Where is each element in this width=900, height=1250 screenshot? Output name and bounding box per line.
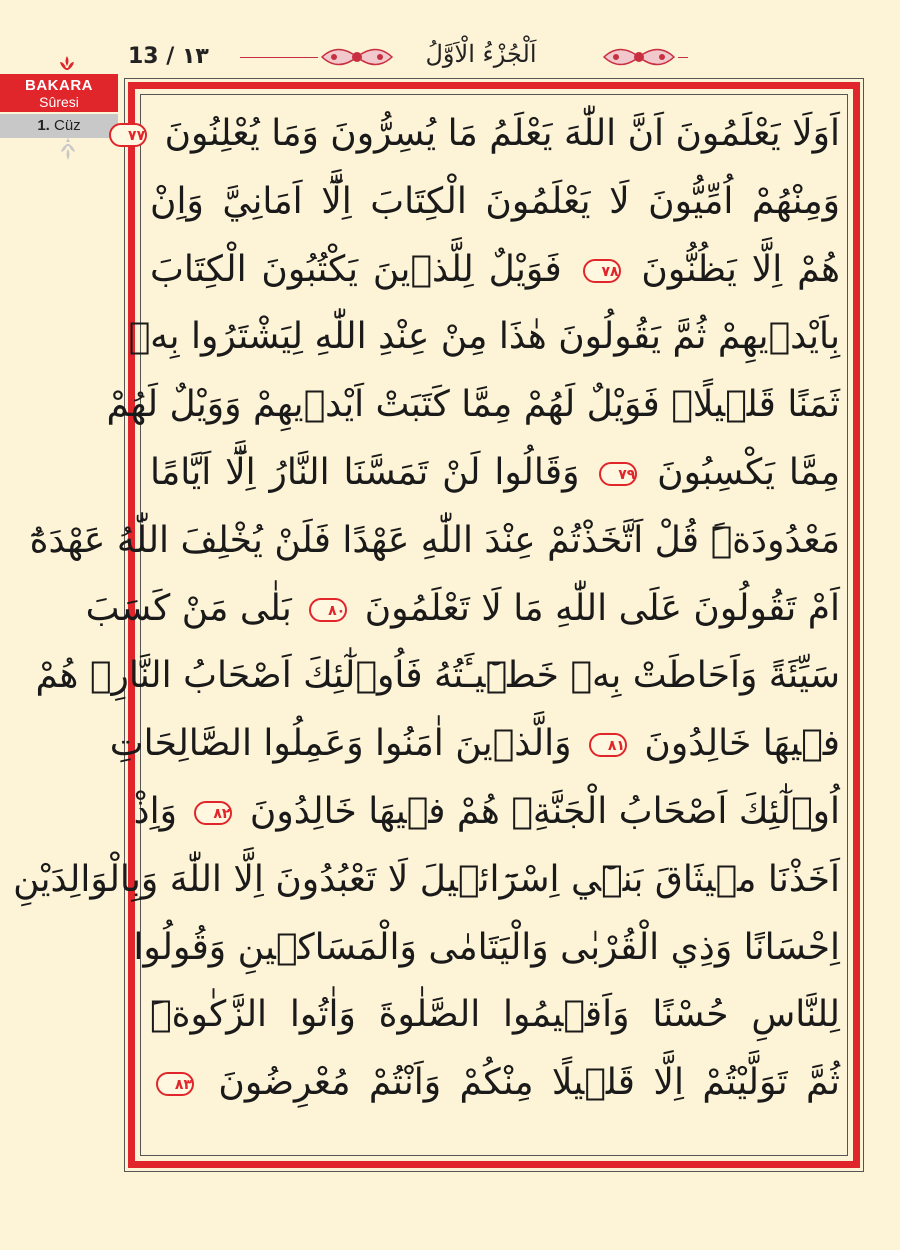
text-line	[150, 1049, 840, 1117]
verse-text: ثُمَّ تَوَلَّيْتُمْ اِلَّا قَل۪يلًا مِنْكُمْ وَاَنْتُمْ مُعْرِضُونَ	[218, 1062, 840, 1104]
juz-number: 1.	[37, 117, 50, 134]
verse-text: اَمْ تَقُولُونَ عَلَى اللّٰهِ مَا لَا تَعْلَمُونَ	[364, 587, 840, 629]
header-ornament-icon	[318, 40, 396, 74]
verse-text: وَالَّذ۪ينَ اٰمَنُوا وَعَمِلُوا الصَّالِحَاتِ	[109, 723, 572, 765]
verse-text: وَاِذْ	[133, 790, 177, 832]
text-line	[106, 371, 840, 439]
verse-text: بِاَيْد۪يهِمْ ثُمَّ يَقُولُونَ هٰذَا مِنْ عِنْدِ اللّٰهِ لِيَشْتَرُوا بِه۪	[128, 316, 840, 358]
text-line	[128, 100, 840, 168]
page-number: 13 / ١٣	[128, 44, 209, 69]
juz-label: Cüz	[54, 117, 81, 134]
fleur-de-lis-icon	[60, 138, 76, 160]
header-rule-left	[240, 57, 318, 58]
ayah-marker-icon: ٧٨	[583, 259, 621, 283]
ayah-marker-icon: ٨١	[589, 733, 627, 757]
verse-text: وَقَالُوا لَنْ تَمَسَّنَا النَّارُ اِلَّٓا اَيَّامًا	[150, 451, 580, 493]
verse-text: ف۪يهَا خَالِدُونَ	[644, 723, 840, 765]
verse-text: اِحْسَانًا وَذِي الْقُرْبٰى وَالْيَتَامٰى وَالْمَسَاك۪ينِ وَقُولُوا	[133, 926, 840, 968]
verse-text: اَخَذْنَا م۪يثَاقَ بَن۪ٓي اِسْرَٓائ۪يلَ لَا تَعْبُدُونَ اِلَّا اللّٰهَ وَبِالْوَالِدَيْنِ	[13, 858, 840, 900]
surah-tab[interactable]	[0, 74, 118, 112]
verse-text: بَلٰى مَنْ كَسَبَ	[85, 587, 292, 629]
verse-text: هُمْ اِلَّا يَظُنُّونَ	[641, 248, 841, 290]
ayah-marker-icon: ٨٢	[194, 801, 232, 825]
ayah-marker-icon: ٧٩	[599, 462, 637, 486]
verse-text: مِمَّا يَكْسِبُونَ	[657, 451, 840, 493]
verse-text: ثَمَنًا قَل۪يلًاۜ فَوَيْلٌ لَهُمْ مِمَّا كَتَبَتْ اَيْد۪يهِمْ وَوَيْلٌ لَهُمْ	[106, 384, 840, 426]
text-line	[133, 778, 840, 846]
text-line	[150, 439, 840, 507]
verse-text: اُو۬لٰٓئِكَ اَصْحَابُ الْجَنَّةِۚ هُمْ ف۪يهَا خَالِدُونَ	[249, 790, 840, 832]
text-line	[150, 236, 840, 304]
header-rule-right	[678, 57, 688, 58]
text-line	[133, 914, 840, 982]
verse-text: فَوَيْلٌ لِلَّذ۪ينَ يَكْتُبُونَ الْكِتَابَ	[150, 248, 562, 290]
text-line	[150, 981, 840, 1049]
text-line	[29, 507, 840, 575]
ayah-marker-icon: ٨٠	[309, 598, 347, 622]
juz-tab[interactable]	[0, 114, 118, 138]
verse-text: وَمِنْهُمْ اُمِّيُّونَ لَا يَعْلَمُونَ الْكِتَابَ اِلَّٓا اَمَانِيَّ وَاِنْ	[150, 180, 840, 222]
juz-title: اَلْجُزْءُ الْاَوَّلُ	[425, 40, 537, 68]
text-line	[128, 303, 840, 371]
verse-text: مَعْدُودَةًۜ قُلْ اَتَّخَذْتُمْ عِنْدَ اللّٰهِ عَهْدًا فَلَنْ يُخْلِفَ اللّٰهُ عَهْدَهُٓ	[29, 519, 840, 561]
header-ornament-icon	[600, 40, 678, 74]
ayah-marker-icon: ٧٧	[109, 123, 147, 147]
text-line	[85, 575, 840, 643]
verse-text: لِلنَّاسِ حُسْنًا وَاَق۪يمُوا الصَّلٰوةَ وَاٰتُوا الزَّكٰوةَۜ	[150, 994, 840, 1036]
surah-name: BAKARA	[25, 77, 93, 94]
text-line	[109, 710, 840, 778]
text-line	[35, 642, 840, 710]
text-line	[150, 168, 840, 236]
ayah-marker-icon: ٨٣	[156, 1072, 194, 1096]
text-line	[13, 846, 840, 914]
verse-text: سَيِّئَةً وَاَحَاطَتْ بِه۪ خَط۪ٓيـَٔتُهُ فَاُو۬لٰٓئِكَ اَصْحَابُ النَّارِۚ هُمْ	[35, 655, 840, 697]
surah-label: Sûresi	[39, 94, 79, 110]
verse-text: اَوَلَا يَعْلَمُونَ اَنَّ اللّٰهَ يَعْلَمُ مَا يُسِرُّونَ وَمَا يُعْلِنُونَ	[164, 113, 840, 154]
fleur-de-lis-icon	[58, 56, 76, 72]
